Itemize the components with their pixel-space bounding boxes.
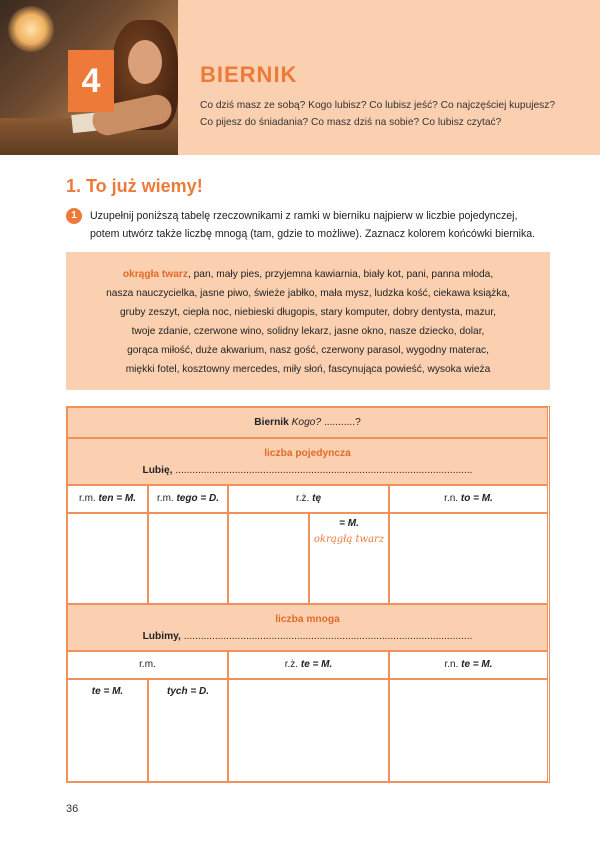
instruction-line-2: potem utwórz także liczbę mnogą (tam, gdzie to możliwe). Zaznacz kolorem końcówki biernika. — [90, 228, 536, 240]
table-title-italic: Kogo? — [291, 417, 322, 428]
plural-header — [67, 604, 548, 651]
plural-masc-personal-label: te = M. — [91, 686, 124, 697]
word-box — [66, 252, 550, 390]
answer-cell-feminine-m[interactable] — [309, 513, 389, 604]
col-header-feminine: r.ż. tę — [228, 485, 389, 513]
accusative-table — [66, 406, 550, 783]
instruction-line-1: Uzupełnij poniższą tabelę rzeczownikami z ramki w bierniku najpierw w liczbie pojedynczej, — [90, 210, 518, 222]
page-number: 36 — [66, 803, 79, 815]
task-number-badge: 1 — [66, 208, 82, 224]
task-instruction — [90, 207, 560, 243]
plural-label: liczba mnoga — [275, 614, 340, 625]
chapter-number: 4 — [68, 50, 114, 112]
handwritten-example: okrągłą twarz — [313, 534, 385, 545]
plural-answer-feminine[interactable] — [228, 679, 389, 782]
word-line-6: miękki fotel, kosztowny mercedes, miły słoń, fascynująca powieść, wysoka wieża — [125, 364, 491, 375]
word-line-1 — [86, 265, 530, 284]
table-title-row — [67, 407, 548, 438]
singular-prompt-dots: ......................................................................................................... — [172, 465, 473, 476]
plural-masc-other-label: tych = D. — [167, 686, 209, 697]
table-title-bold: Biernik — [254, 417, 289, 428]
intro-line-1: Co dziś masz ze sobą? Kogo lubisz? Co lubisz jeść? Co najczęściej kupujesz? — [200, 100, 556, 111]
chapter-title: BIERNIK — [200, 62, 298, 87]
word-line-5: gorąca miłość, duże akwarium, nasz gość, czerwony parasol, wygodny materac, — [127, 345, 489, 356]
col-header-masc-personal: r.m. ten = M. — [67, 485, 148, 513]
table-title-rest: ...........? — [321, 417, 361, 428]
plural-answer-masc-personal[interactable] — [67, 679, 148, 782]
answer-cell-masc-animate[interactable] — [148, 513, 228, 604]
word-line-4: twoje zdanie, czerwone wino, solidny lekarz, jasne okno, nasze dziecko, dolar, — [131, 326, 485, 337]
word-line-2: nasza nauczycielka, jasne piwo, świeże jabłko, mała mysz, ludzka kość, ciekawa książka, — [106, 288, 510, 299]
answer-cell-feminine-a[interactable] — [228, 513, 309, 604]
plural-col-header-neuter: r.n. te = M. — [389, 651, 548, 679]
answer-cell-masc-personal[interactable] — [67, 513, 148, 604]
plural-answer-masc-other[interactable] — [148, 679, 228, 782]
singular-prompt: Lubię, — [142, 465, 173, 476]
col-header-masc-animate: r.m. tego = D. — [148, 485, 228, 513]
singular-header — [67, 438, 548, 485]
plural-col-header-feminine: r.ż. te = M. — [228, 651, 389, 679]
plural-prompt: Lubimy, — [142, 631, 181, 642]
plural-col-header-masc: r.m. — [67, 651, 228, 679]
feminine-m-label: = M. — [339, 518, 359, 529]
word-line-1-rest: , pan, mały pies, przyjemna kawiarnia, biały kot, pani, panna młoda, — [187, 269, 494, 280]
singular-label: liczba pojedyncza — [264, 448, 351, 459]
section-title: 1. To już wiemy! — [66, 176, 203, 196]
answer-cell-neuter[interactable] — [389, 513, 548, 604]
intro-line-2: Co pijesz do śniadania? Co masz dziś na sobie? Co lubisz czytać? — [200, 117, 502, 128]
plural-answer-neuter[interactable] — [389, 679, 548, 782]
col-header-neuter: r.n. to = M. — [389, 485, 548, 513]
chapter-intro — [200, 97, 580, 131]
example-word: okrągła twarz — [122, 269, 188, 280]
plural-prompt-dots: ...................................................................................................... — [180, 631, 473, 642]
chapter-header — [0, 0, 600, 155]
word-line-3: gruby zeszyt, ciepła noc, niebieski długopis, stary komputer, dobry dentysta, mazur, — [120, 307, 496, 318]
